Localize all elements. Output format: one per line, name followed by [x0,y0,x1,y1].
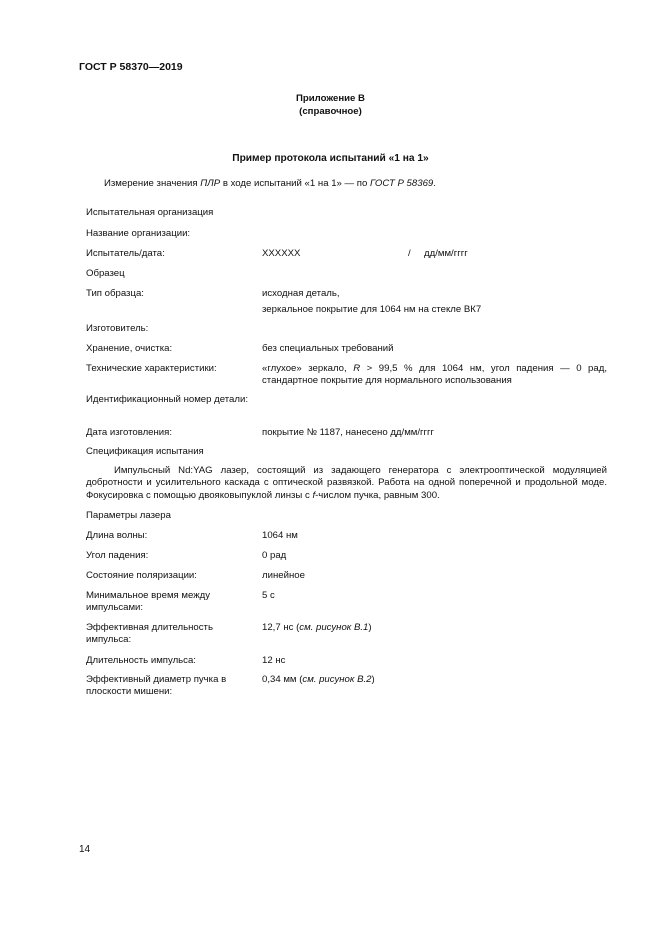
manufacturer-label: Изготовитель: [86,323,149,334]
laser-description: Импульсный Nd:YAG лазер, состоящий из задающего генератора с электрооптической модуляцией добротности и усилительного каскада с оптической развязкой. Работа на одной поперечной и продольной моде. Фокусировка с помощью двояковыпуклой линзы с f-числом пучка, равным 300. [86,465,607,501]
duration-value: 12 нс [262,655,286,666]
wavelength-label: Длина волны: [86,530,148,541]
beam-diameter-value: 0,34 мм (см. рисунок В.2) [262,674,375,685]
beam-diameter-label: Эффективный диаметр пучка в плоскости мишени: [86,674,227,697]
manufacture-date-label: Дата изготовления: [86,427,173,438]
id-number-label: Идентификационный номер детали: [86,394,249,405]
min-time-value: 5 с [262,590,275,601]
tester-name: XXXXXX [262,248,301,259]
polarization-value: линейное [262,570,305,581]
appendix-heading [0,92,661,118]
incidence-label: Угол падения: [86,550,149,561]
eff-duration-label: Эффективная длительность импульса: [86,622,213,645]
min-time-label: Минимальное время между импульсами: [86,590,211,613]
storage-value: без специальных требований [262,343,394,354]
document-header: ГОСТ Р 58370—2019 [79,61,183,73]
incidence-value: 0 рад [262,550,287,561]
storage-label: Хранение, очистка: [86,343,173,354]
tech-value: «глухое» зеркало, R > 99,5 % для 1064 нм, угол падения — 0 рад, стандартное покрытие для нормального использования [262,363,607,386]
intro-paragraph: Измерение значения ПЛР в ходе испытаний «1 на 1» — по ГОСТ Р 58369. [104,178,436,189]
wavelength-value: 1064 нм [262,530,298,541]
page-number: 14 [79,844,91,855]
sample-type-label: Тип образца: [86,288,144,299]
laser-params-label: Параметры лазера [86,510,171,521]
test-org-label: Испытательная организация [86,207,214,218]
sample-label: Образец [86,268,125,279]
org-name-label: Название организации: [86,228,191,239]
test-spec-label: Спецификация испытания [86,446,204,457]
sample-type-value: исходная деталь, зеркальное покрытие для 1064 нм на стекле ВК7 [262,288,482,315]
eff-duration-value: 12,7 нс (см. рисунок В.1) [262,622,372,633]
tech-label: Технические характеристики: [86,363,217,374]
tester-slash: / [408,248,411,259]
appendix-title: Приложение В [296,93,365,104]
section-title: Пример протокола испытаний «1 на 1» [232,153,429,164]
tester-label: Испытатель/дата: [86,248,165,259]
duration-label: Длительность импульса: [86,655,196,666]
tester-date: дд/мм/гггг [424,248,468,259]
manufacture-date-value: покрытие № 1187, нанесено дд/мм/гггг [262,427,435,438]
appendix-subtitle: (справочное) [299,106,362,117]
polarization-label: Состояние поляризации: [86,570,197,581]
